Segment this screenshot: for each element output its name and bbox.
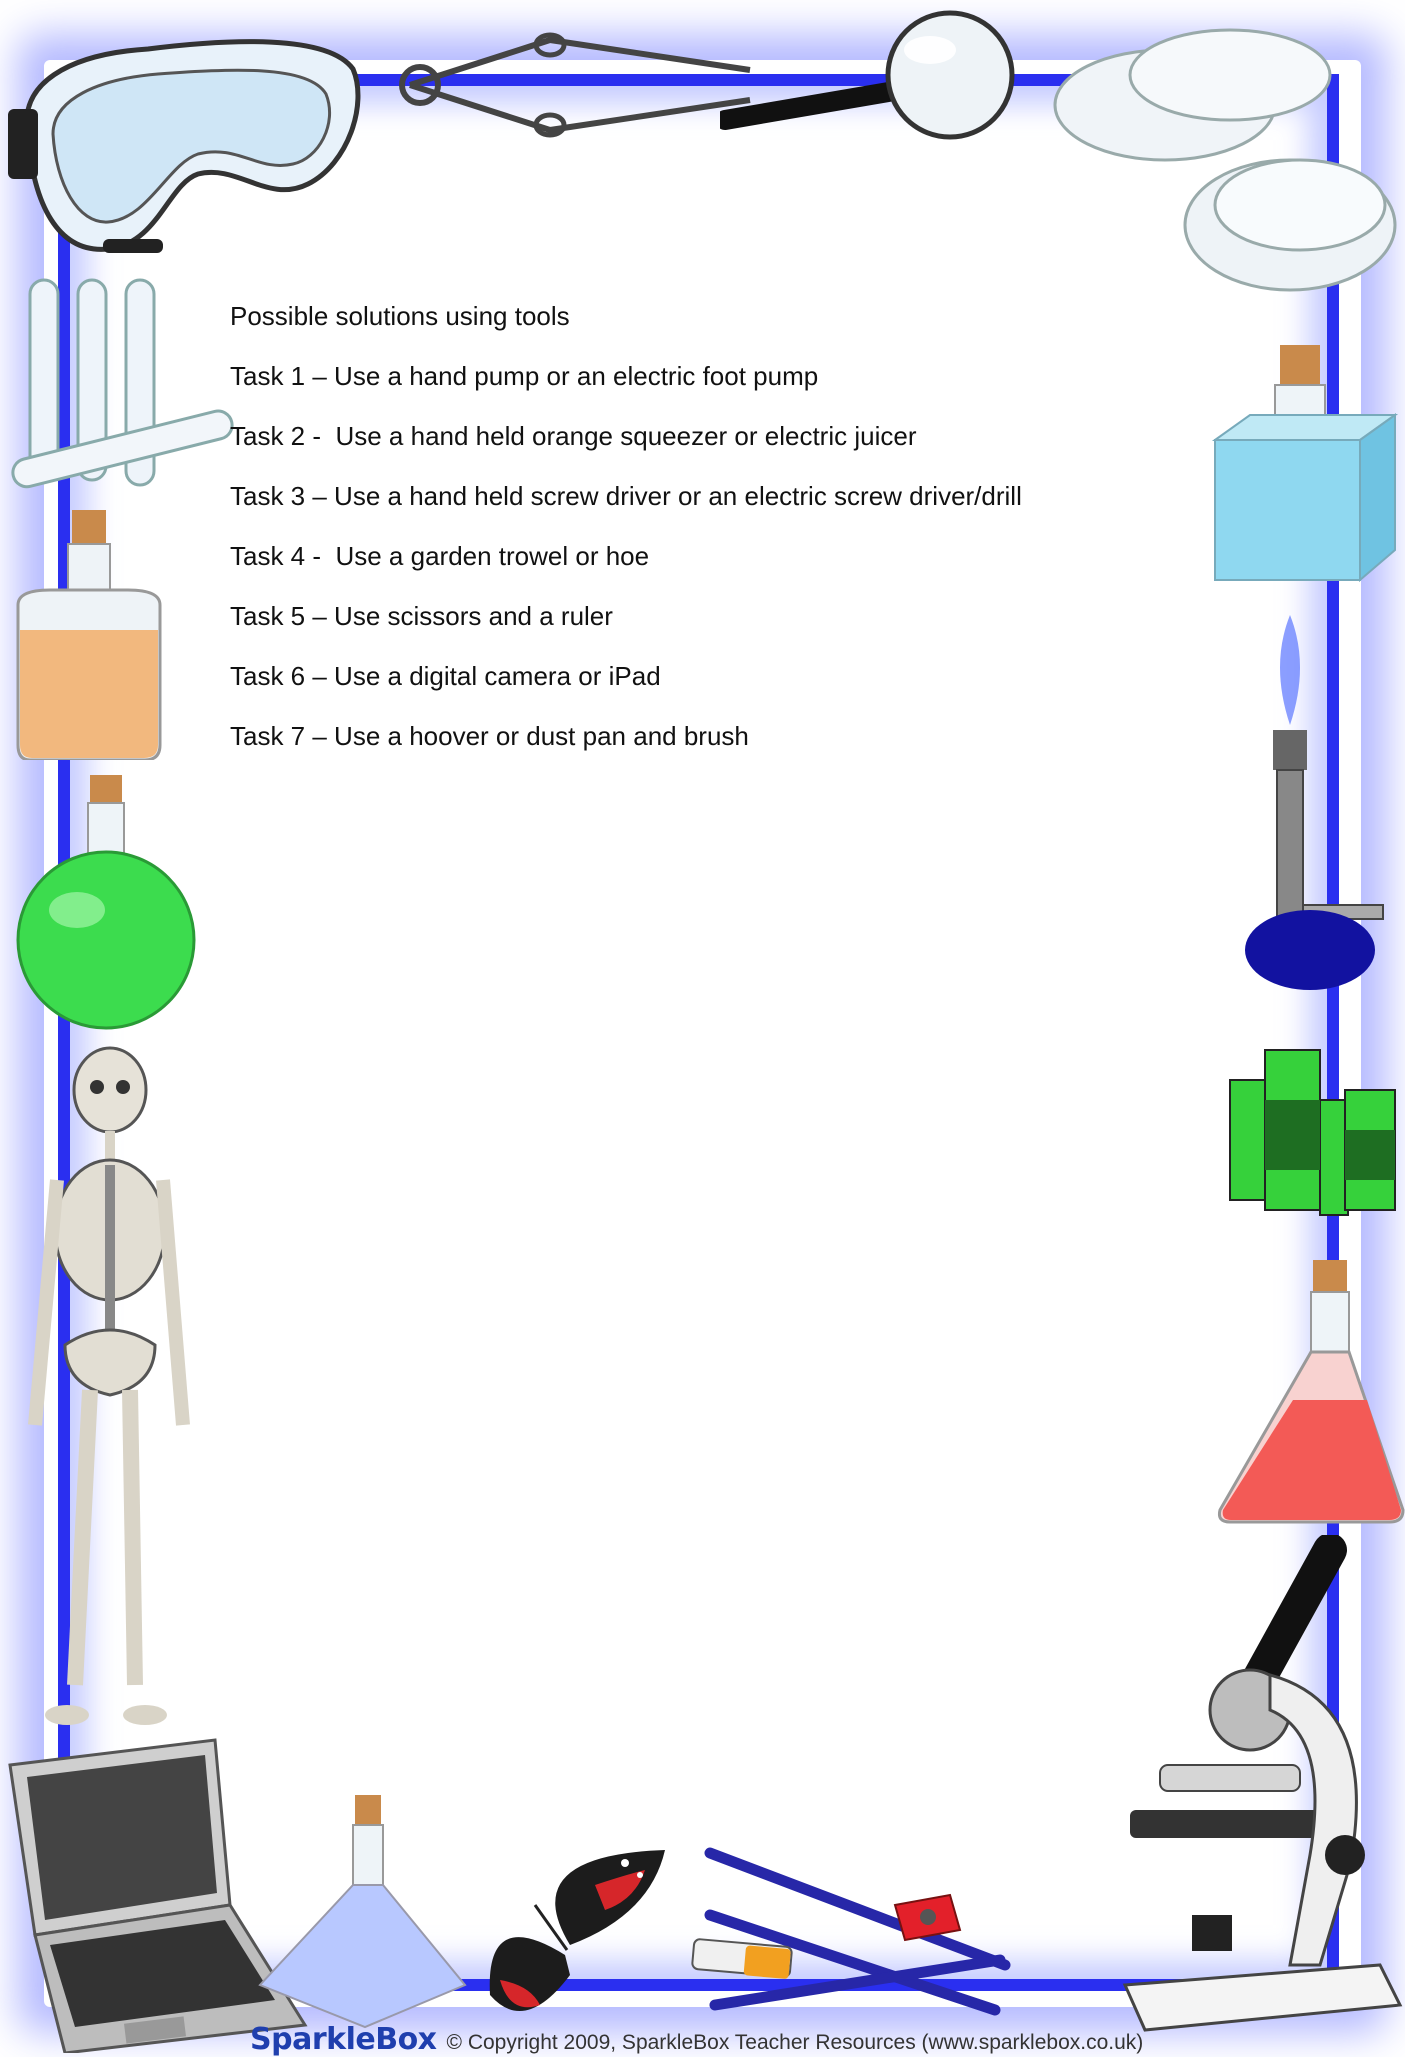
eraser-icon bbox=[690, 1935, 795, 1980]
task-line-6: Task 6 – Use a digital camera or iPad bbox=[230, 661, 661, 691]
pencils-icon bbox=[695, 1845, 1015, 2020]
task-line-7: Task 7 – Use a hoover or dust pan and brush bbox=[230, 721, 749, 751]
task-line-2: Task 2 - Use a hand held orange squeezer or electric juicer bbox=[230, 421, 917, 451]
petri-dishes-icon bbox=[1050, 15, 1405, 315]
bunsen-burner-icon bbox=[1245, 615, 1395, 995]
copyright-text: © Copyright 2009, SparkleBox Teacher Resources (www.sparklebox.co.uk) bbox=[446, 2031, 1144, 2054]
reagent-bottle-icon bbox=[10, 510, 165, 760]
microscope-icon bbox=[1120, 1535, 1405, 2035]
cube-bottle-icon bbox=[1210, 345, 1400, 585]
footer bbox=[250, 2022, 1144, 2057]
task-line-1: Task 1 – Use a hand pump or an electric foot pump bbox=[230, 361, 819, 391]
batteries-icon bbox=[1225, 1040, 1400, 1225]
task-line-4: Task 4 - Use a garden trowel or hoe bbox=[230, 541, 650, 571]
tongs-icon bbox=[390, 25, 760, 145]
sharpener-icon bbox=[890, 1890, 965, 1945]
document-title: Possible solutions using tools bbox=[230, 301, 570, 331]
skeleton-icon bbox=[5, 1045, 210, 1730]
conical-flask-icon bbox=[1215, 1260, 1405, 1525]
test-tubes-icon bbox=[10, 275, 240, 505]
document-body bbox=[230, 296, 1130, 776]
magnifying-glass-icon bbox=[720, 5, 1020, 155]
safety-goggles-icon bbox=[8, 14, 368, 259]
round-flask-icon bbox=[12, 775, 202, 1030]
task-line-5: Task 5 – Use scissors and a ruler bbox=[230, 601, 613, 631]
task-line-3: Task 3 – Use a hand held screw driver or an electric screw driver/drill bbox=[230, 481, 1022, 511]
sparklebox-logo: SparkleBox bbox=[250, 2022, 437, 2057]
butterfly-icon bbox=[475, 1845, 675, 2040]
funnel-flask-icon bbox=[255, 1795, 470, 2030]
